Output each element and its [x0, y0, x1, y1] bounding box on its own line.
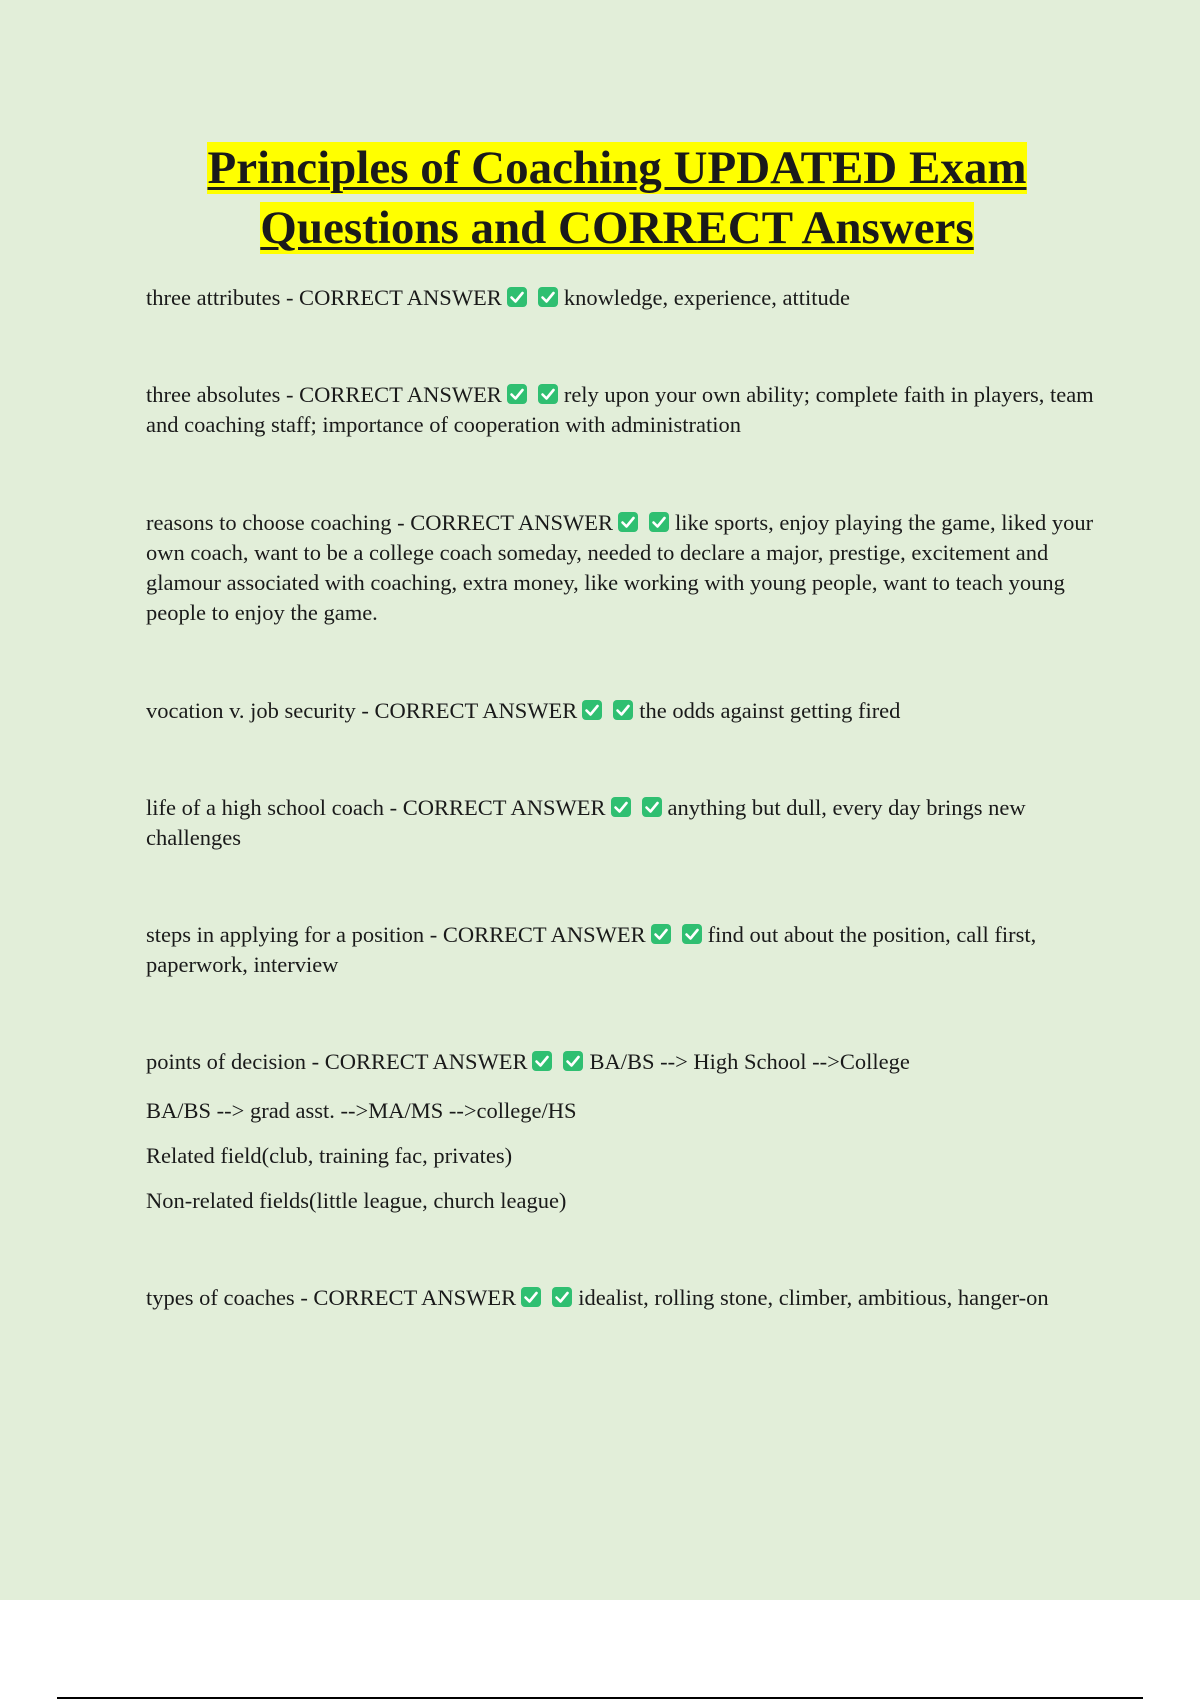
question-text: three attributes - CORRECT ANSWER	[146, 285, 502, 310]
question-text: three absolutes - CORRECT ANSWER	[146, 382, 502, 407]
check-mark-icon	[551, 1286, 573, 1308]
decision-path-line: Non-related fields(little league, church league)	[146, 1188, 567, 1213]
document-title	[90, 138, 1144, 258]
check-mark-icon	[537, 383, 559, 405]
check-mark-icon	[641, 796, 663, 818]
question-text: points of decision - CORRECT ANSWER	[146, 1049, 528, 1074]
qa-item	[146, 696, 1096, 726]
check-mark-icon	[520, 1286, 542, 1308]
answer-text: anything but dull, every day brings new challenges	[146, 795, 1026, 850]
check-mark-icon	[506, 286, 528, 308]
answer-text: BA/BS --> High School -->College	[589, 1049, 910, 1074]
check-mark-icon	[506, 383, 528, 405]
answer-text: rely upon your own ability; complete faith in players, team and coaching staff; importance of cooperation with administration	[146, 382, 1094, 437]
answer-text: like sports, enjoy playing the game, liked your own coach, want to be a college coach someday, needed to declare a major, prestige, excitement and glamour associated with coaching, extra money, like working with young people, want to teach young people to enjoy the game.	[146, 510, 1094, 625]
qa-item	[146, 283, 1096, 313]
decision-path-line: Related field(club, training fac, privates)	[146, 1143, 513, 1168]
check-mark-icon	[531, 1050, 553, 1072]
qa-item	[146, 380, 1096, 440]
qa-item	[146, 793, 1096, 853]
qa-item	[146, 508, 1096, 628]
answer-text: the odds against getting fired	[639, 698, 901, 723]
decision-path-line: BA/BS --> grad asst. -->MA/MS -->college/HS	[146, 1098, 577, 1123]
check-mark-icon	[617, 511, 639, 533]
check-mark-icon	[648, 511, 670, 533]
answer-text: idealist, rolling stone, climber, ambitious, hanger-on	[578, 1285, 1049, 1310]
check-mark-icon	[681, 923, 703, 945]
check-mark-icon	[537, 286, 559, 308]
question-text: steps in applying for a position - CORRECT ANSWER	[146, 922, 646, 947]
question-text: life of a high school coach - CORRECT ANSWER	[146, 795, 606, 820]
title-line-1: Principles of Coaching UPDATED Exam	[207, 142, 1027, 194]
footer-divider	[57, 1697, 1143, 1699]
qa-item	[146, 1047, 1096, 1077]
question-text: reasons to choose coaching - CORRECT ANSWER	[146, 510, 614, 535]
title-line-2: Questions and CORRECT Answers	[260, 202, 974, 254]
answer-text: find out about the position, call first, paperwork, interview	[146, 922, 1037, 977]
check-mark-icon	[610, 796, 632, 818]
answer-text: knowledge, experience, attitude	[563, 285, 850, 310]
question-text: types of coaches - CORRECT ANSWER	[146, 1285, 517, 1310]
qa-item	[146, 920, 1096, 980]
qa-item	[146, 1283, 1096, 1313]
check-mark-icon	[581, 699, 603, 721]
check-mark-icon	[562, 1050, 584, 1072]
check-mark-icon	[650, 923, 672, 945]
check-mark-icon	[612, 699, 634, 721]
question-text: vocation v. job security - CORRECT ANSWER	[146, 698, 578, 723]
